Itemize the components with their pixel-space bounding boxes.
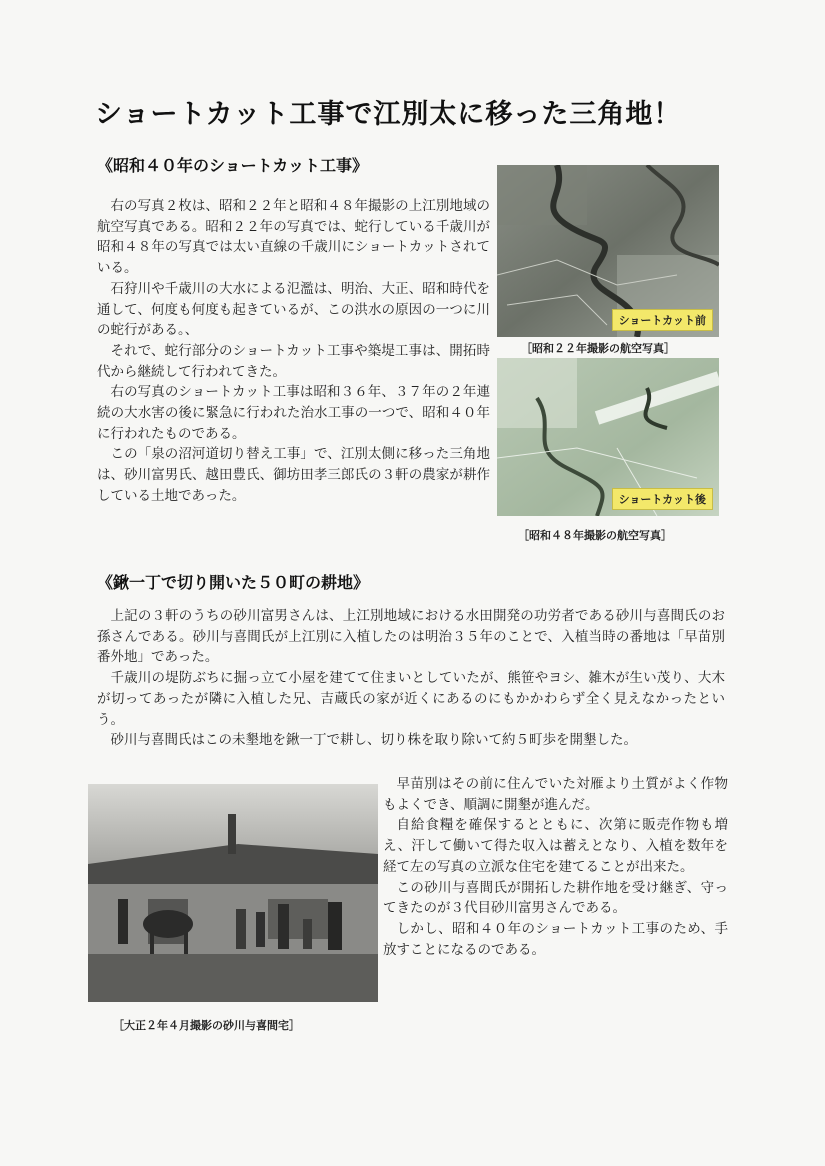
section1-paragraph: 右の写真のショートカット工事は昭和３６年、３７年の２年連続の大水害の後に緊急に行われた治水工事の一つで、昭和４０年に行われたものである。 xyxy=(97,384,490,442)
photo-caption-before: ［昭和２２年撮影の航空写真］ xyxy=(521,342,675,355)
section2-paragraph: 砂川与喜間氏はこの未墾地を鍬一丁で耕し、切り株を取り除いて約５町歩を開墾した。 xyxy=(110,732,637,749)
section2-body xyxy=(97,606,725,751)
section2-side-paragraph: この砂川与喜間氏が開拓した耕作地を受け継ぎ、守ってきたのが３代目砂川富男さんである。 xyxy=(383,879,728,917)
section1-paragraph: 石狩川や千歳川の大水による氾濫は、明治、大正、昭和時代を通して、何度も何度も起きているが、この洪水の原因の一つに川の蛇行がある。、 xyxy=(97,280,490,339)
photo-caption-after: ［昭和４８年撮影の航空写真］ xyxy=(518,529,672,542)
section2-side-paragraph: 自給食糧を確保するとともに、次第に販売作物も増え、汗して働いて得た収入は蓄えとなり、入植を数年を経て左の写真の立派な住宅を建てることが出来た。 xyxy=(383,817,728,875)
section2-paragraph: 千歳川の堤防ぶちに掘っ立て小屋を建てて住まいとしていたが、熊笹やヨシ、雑木が生い茂り、大木が切ってあったが隣に入植した兄、吉蔵氏の家が近くにあるのにもかかわらず全く見えなかったという。 xyxy=(97,670,725,728)
aerial-photo-after xyxy=(497,358,719,516)
section2-heading: 《鍬一丁で切り開いた５０町の耕地》 xyxy=(97,573,370,592)
section1-heading: 《昭和４０年のショートカット工事》 xyxy=(97,156,369,175)
house-photo-image xyxy=(88,784,378,1002)
section2-paragraph: 上記の３軒のうちの砂川富男さんは、上江別地域における水田開発の功労者である砂川与喜間氏のお孫さんである。砂川与喜間氏が上江別に入植したのは明治３５年のことで、入植当時の番地は「早苗別番外地」であった。 xyxy=(97,608,725,666)
section1-paragraph: 右の写真２枚は、昭和２２年と昭和４８年撮影の上江別地域の航空写真である。昭和２２年の写真では、蛇行している千歳川が昭和４８年の写真では太い直線の千歳川にショートカットされている。 xyxy=(97,198,490,277)
page-title: ショートカット工事で江別太に移った三角地！ xyxy=(95,99,682,130)
photo-tag-before: ショートカット前 xyxy=(612,309,713,331)
photo-caption-house: ［大正２年４月撮影の砂川与喜間宅］ xyxy=(113,1019,300,1032)
aerial-photo-before xyxy=(497,165,719,337)
section2-side-body xyxy=(383,774,728,960)
section2-side-paragraph: しかし、昭和４０年のショートカット工事のため、手放すことになるのである。 xyxy=(383,920,728,958)
photo-tag-after: ショートカット後 xyxy=(612,488,713,510)
section1-paragraph: それで、蛇行部分のショートカット工事や築堤工事は、開拓時代から継続して行われてきた。 xyxy=(97,342,490,380)
section2-side-paragraph: 早苗別はその前に住んでいた対雁より土質がよく作物もよくでき、順調に開墾が進んだ。 xyxy=(383,776,728,813)
house-photo xyxy=(88,784,378,1002)
section1-body xyxy=(97,196,490,507)
section1-paragraph: この「泉の沼河道切り替え工事」で、江別太側に移った三角地は、砂川富男氏、越田豊氏、御坊田孝三郎氏の３軒の農家が耕作している土地であった。 xyxy=(97,446,490,504)
